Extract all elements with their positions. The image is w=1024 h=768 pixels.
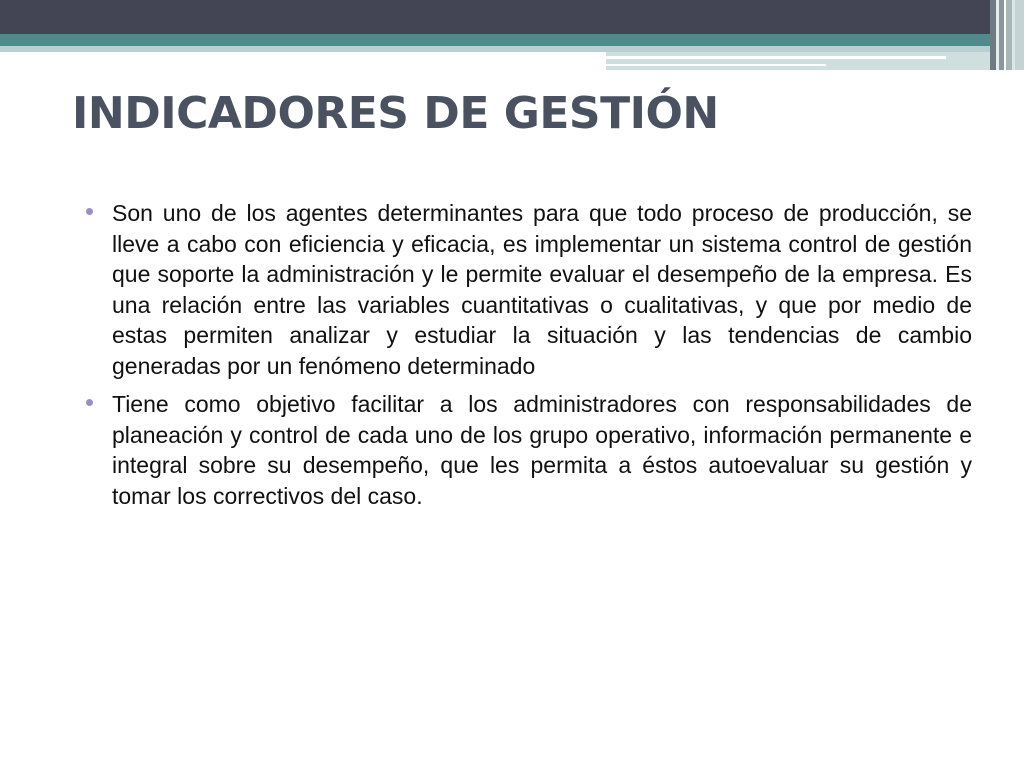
header-accent-line bbox=[606, 56, 946, 59]
bullet-dot-icon bbox=[86, 208, 93, 215]
slide-title: INDICADORES DE GESTIÓN bbox=[72, 88, 719, 139]
header-bar-dark bbox=[0, 0, 1024, 34]
header-stripes bbox=[990, 0, 1024, 70]
header-bar-teal bbox=[0, 34, 1024, 46]
bullet-text: Son uno de los agentes determinantes para que todo proceso de producción, se lleve a cabo con eficiencia y eficacia, es implementar un sistema control de gestión que soporte la administración y le permite evaluar el desempeño de la empresa. Es una relación entre las variables cuantitativas o cualitativas, y que por medio de estas permiten analizar y estudiar la situación y las tendencias de cambio generadas por un fenómeno determinado bbox=[112, 200, 972, 379]
bullet-dot-icon bbox=[86, 399, 93, 406]
bullet-item bbox=[86, 198, 972, 381]
bullet-list bbox=[86, 198, 972, 519]
bullet-item bbox=[86, 389, 972, 511]
bullet-text: Tiene como objetivo facilitar a los administradores con responsabilidades de planeación y control de cada uno de los grupo operativo, información permanente e integral sobre su desempeño, que les permita a éstos autoevaluar su gestión y tomar los correctivos del caso. bbox=[112, 391, 972, 509]
header-accent-line bbox=[606, 64, 826, 66]
header-accent-block bbox=[606, 52, 996, 70]
